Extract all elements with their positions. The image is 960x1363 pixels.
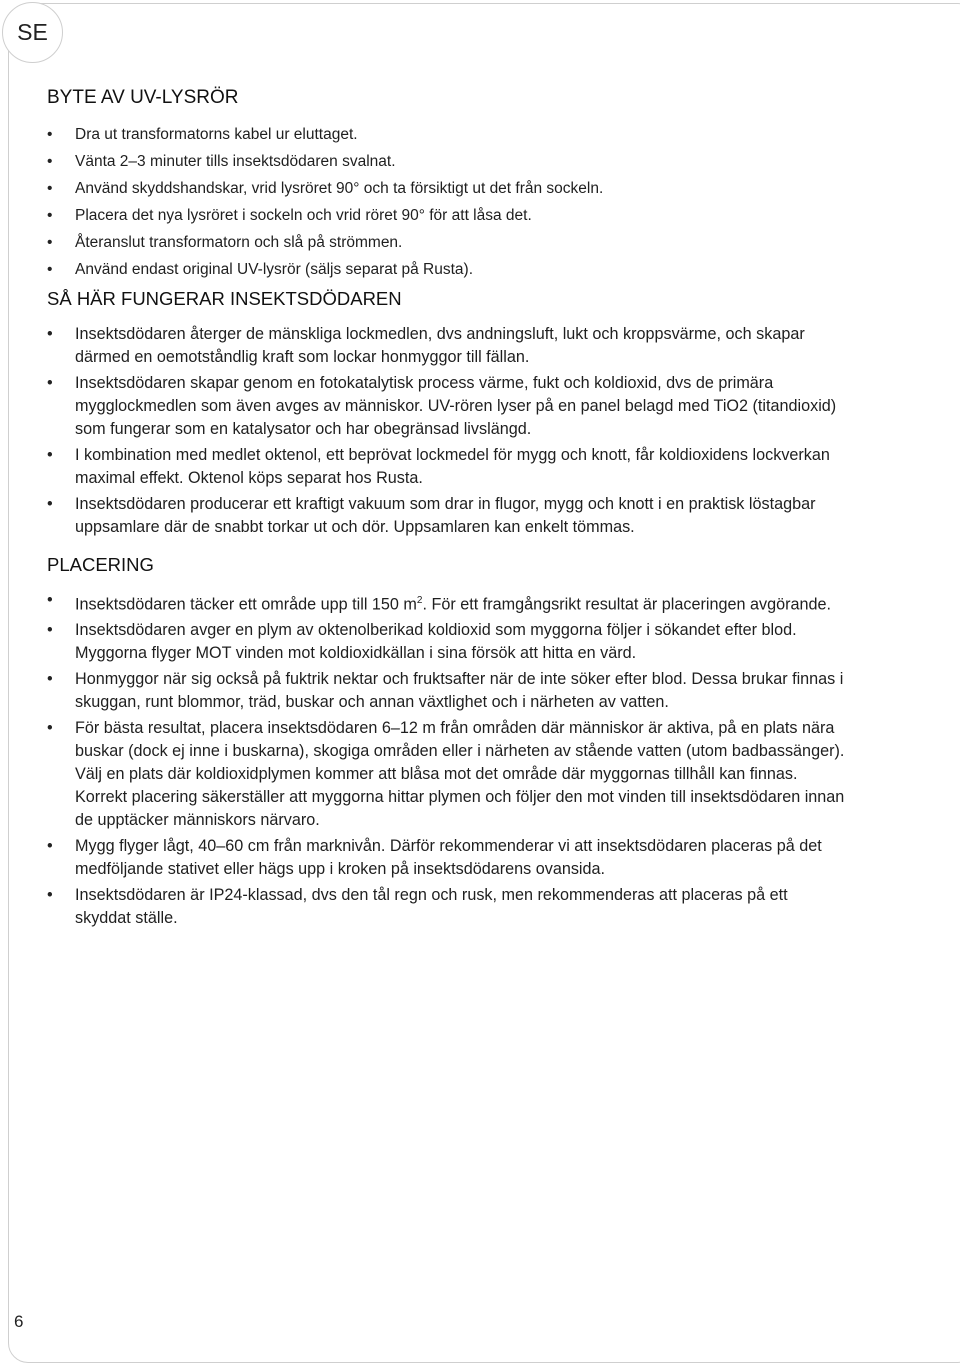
list-item: • Återanslut transformatorn och slå på strömmen. — [47, 229, 847, 256]
list-uv-tube — [47, 121, 847, 283]
item-text: Insektsdödaren täcker ett område upp till 150 m — [75, 595, 417, 614]
list-item: • Insektsdödaren återger de mänskliga lockmedlen, dvs andningsluft, lukt och kroppsvärme, och skapar därmed en oemotståndlig kraft som lockar honmyggor till fällan. — [47, 323, 847, 369]
section-title-how-it-works: SÅ HÄR FUNGERAR INSEKTSDÖDAREN — [47, 288, 402, 309]
list-item: • Honmyggor när sig också på fuktrik nektar och fruktsafter när de inte söker efter blod. Dessa brukar finnas i skuggan, runt blommor, träd, buskar och annan växtlighet och i närheten av vatten. — [47, 668, 847, 714]
list-how-it-works — [47, 323, 847, 539]
page-number: 6 — [14, 1312, 24, 1331]
list-item: • I kombination med medlet oktenol, ett beprövat lockmedel för mygg och knott, får koldioxidens lockverkan maximal effekt. Oktenol köps separat hos Rusta. — [47, 444, 847, 490]
list-item: • Använd skyddshandskar, vrid lysröret 90° och ta försiktigt ut det från sockeln. — [47, 175, 847, 202]
list-item: • Insektsdödaren producerar ett kraftigt vakuum som drar in flugor, mygg och knott i en praktisk löstagbar uppsamlare där de snabbt torkar ut och dör. Uppsamlaren kan enkelt tömmas. — [47, 493, 847, 539]
section-title-placement: PLACERING — [47, 554, 154, 575]
list-item: • Använd endast original UV-lysrör (säljs separat på Rusta). — [47, 256, 847, 283]
list-item: • Placera det nya lysröret i sockeln och vrid röret 90° för att låsa det. — [47, 202, 847, 229]
list-item: • För bästa resultat, placera insektsdödaren 6–12 m från områden där människor är aktiva, på en plats nära buskar (dock ej inne i buskarna), skogiga områden eller i närheten av stående vatten (utom badbassänger). Välj en plats där koldioxidplymen kommer att blåsa mot det område där myggornas tillhåll kan finnas. Korrekt placering säkerställer att myggorna hittar plymen och följer den mot vinden till insektsdödaren innan de upptäcker människors närvaro. — [47, 717, 847, 832]
section-title-uv-tube: BYTE AV UV-LYSRÖR — [47, 87, 239, 108]
document-body — [47, 84, 847, 933]
item-text: . För ett framgångsrikt resultat är placeringen avgörande. — [422, 595, 831, 614]
superscript: 2 — [416, 595, 423, 606]
list-item: • Insektsdödaren avger en plym av oktenolberikad koldioxid som myggorna följer i sökandet efter blod. Myggorna flyger MOT vinden mot koldioxidkällan i sina försök att hitta en värd. — [47, 619, 847, 665]
list-item: • Insektsdödaren skapar genom en fotokatalytisk process värme, fukt och koldioxid, dvs de primära mygglockmedlen som även avges av människor. UV-rören lyser på en panel belagd med TiO2 (titandioxid) som fungerar som en katalysator och har obegränsad livslängd. — [47, 372, 847, 441]
list-item: • Dra ut transformatorns kabel ur eluttaget. — [47, 121, 847, 148]
list-item: • Vänta 2–3 minuter tills insektsdödaren svalnat. — [47, 148, 847, 175]
list-item — [47, 589, 847, 616]
language-badge: SE — [2, 2, 63, 63]
list-placement — [47, 589, 847, 930]
list-item: • Mygg flyger lågt, 40–60 cm från marknivån. Därför rekommenderar vi att insektsdödaren placeras på det medföljande stativet eller hägs upp i kroken på insektsdödarens ovansida. — [47, 835, 847, 881]
list-item: • Insektsdödaren är IP24-klassad, dvs den tål regn och rusk, men rekommenderas att placeras på ett skyddat ställe. — [47, 884, 847, 930]
